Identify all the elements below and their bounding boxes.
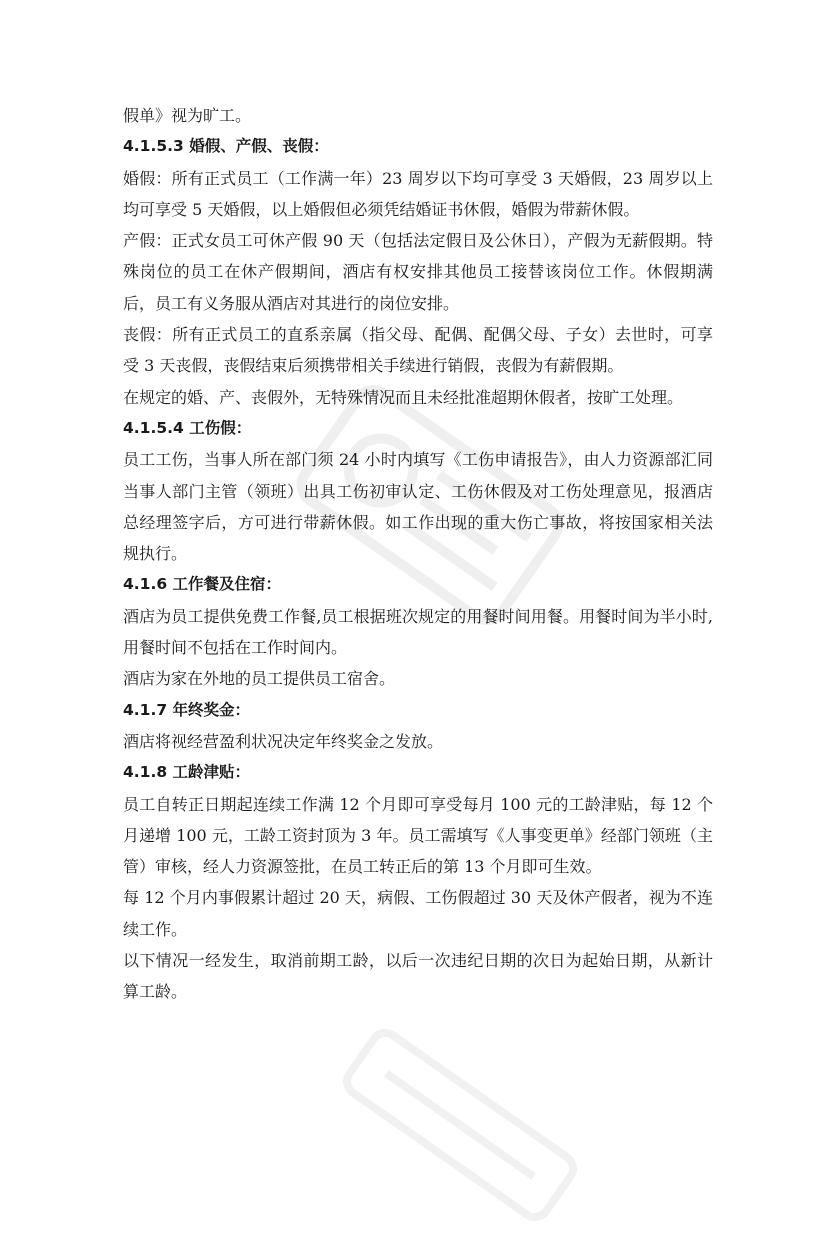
heading-4-1-6: 4.1.6 工作餐及住宿： [123,575,282,594]
heading-4-1-8: 4.1.8 工龄津贴： [123,763,251,782]
paragraph-continuation: 假单》视为旷工。 [123,106,252,125]
paragraph-seniority-reset: 以下情况一经发生，取消前期工龄，以后一次违纪日期的次日为起始日期，从新计算工龄。 [123,951,713,1002]
heading-4-1-5-3: 4.1.5.3 婚假、产假、丧假： [123,137,329,156]
paragraph-maternity-leave: 产假：正式女员工可休产假 90 天（包括法定假日及公休日），产假为无薪假期。特殊岗位的员工在休产假期间，酒店有权安排其他员工接替该岗位工作。休假期满后，员工有义务服从酒店对其进行的岗位安排。 [123,231,713,313]
paragraph-dormitory: 酒店为家在外地的员工提供员工宿舍。 [123,669,396,689]
paragraph-continuity-rule: 每 12 个月内事假累计超过 20 天，病假、工伤假超过 30 天及休产假者，视为不连续工作。 [123,888,713,939]
heading-4-1-5-4: 4.1.5.4 工伤假： [123,418,252,437]
paragraph-marriage-leave: 婚假：所有正式员工（工作满一年）23 周岁以下均可享受 3 天婚假，23 周岁以上均可享受 5 天婚假，以上婚假但必须凭结婚证书休假，婚假为带薪休假。 [123,168,713,219]
paragraph-seniority-allowance: 员工自转正日期起连续工作满 12 个月即可享受每月 100 元的工龄津贴，每 12 个月递增 100 元，工龄工资封顶为 3 年。员工需填写《人事变更单》经部门领班（主管）审核，经人力资源签批，在员工转正后的第 13 个月即可生效。 [123,794,713,877]
paragraph-injury-leave: 员工工伤，当事人所在部门须 24 小时内填写《工伤申请报告》，由人力资源部汇同当事人部门主管（领班）出具工伤初审认定、工伤休假及对工伤处理意见，报酒店总经理签字后，方可进行带薪休假。如工作出现的重大伤亡事故，将按国家相关法规执行。 [123,450,713,564]
watermark-graphic-bottom [328,1014,593,1236]
heading-4-1-7: 4.1.7 年终奖金： [123,700,251,719]
paragraph-bereavement-leave: 丧假：所有正式员工的直系亲属（指父母、配偶、配偶父母、子女）去世时，可享受 3 天丧假，丧假结束后须携带相关手续进行销假，丧假为有薪假期。 [123,325,713,376]
paragraph-meals: 酒店为员工提供免费工作餐,员工根据班次规定的用餐时间用餐。用餐时间为半小时, 用餐时间不包括在工作时间内。 [123,606,713,658]
document-body [123,100,713,1008]
paragraph-bonus: 酒店将视经营盈利状况决定年终奖金之发放。 [123,731,444,751]
paragraph-overdue-leave: 在规定的婚、产、丧假外，无特殊情况而且未经批准超期休假者，按旷工处理。 [123,387,684,407]
